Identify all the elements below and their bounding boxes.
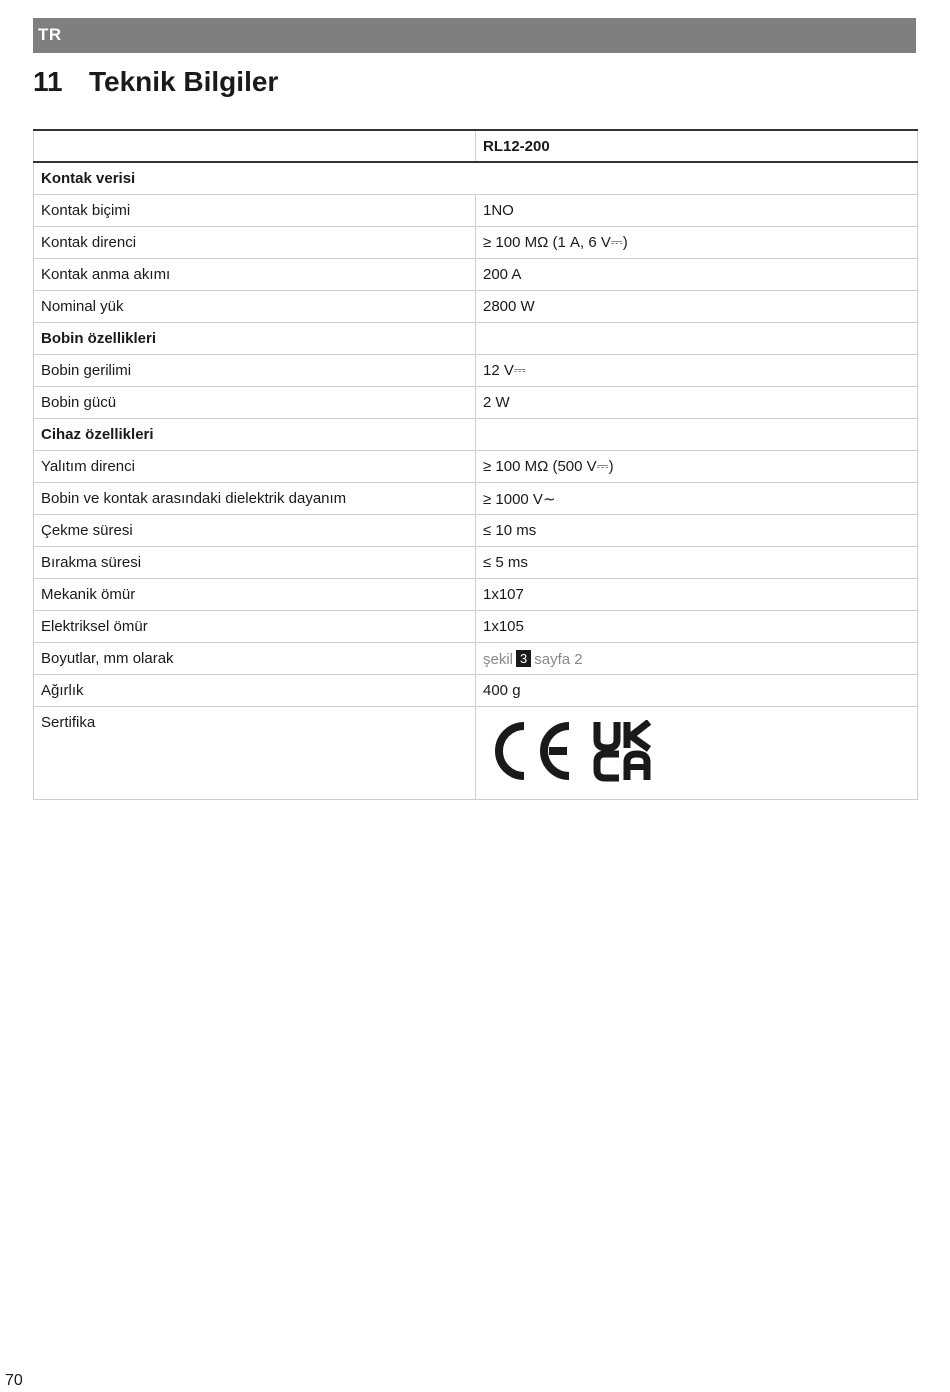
spec-label: Elektriksel ömür — [34, 611, 476, 643]
spec-value: ≥ 1000 V∼ — [476, 483, 918, 515]
language-bar — [33, 18, 916, 53]
spec-value: ≥ 100 MΩ (500 V⎓) — [476, 451, 918, 483]
spec-label: Sertifika — [34, 707, 476, 800]
section-number: 11 — [33, 66, 63, 97]
language-code: TR — [38, 25, 62, 44]
header-empty-cell — [34, 130, 476, 162]
figure-number-badge: 3 — [516, 650, 531, 667]
group-label: Cihaz özellikleri — [34, 419, 476, 451]
figure-reference[interactable] — [476, 643, 918, 675]
spec-value: 1NO — [476, 195, 918, 227]
ref-suffix: sayfa 2 — [534, 650, 583, 668]
table-row — [34, 227, 918, 259]
spec-value: 200 A — [476, 259, 918, 291]
group-value-empty — [476, 323, 918, 355]
table-row — [34, 291, 918, 323]
table-row — [34, 515, 918, 547]
table-row — [34, 162, 918, 195]
section-title: Teknik Bilgiler — [89, 66, 279, 97]
ce-mark-icon — [491, 720, 573, 782]
table-row — [34, 323, 918, 355]
table-row — [34, 387, 918, 419]
section-heading — [33, 66, 278, 98]
spec-label: Mekanik ömür — [34, 579, 476, 611]
page-number: 70 — [5, 1372, 23, 1389]
table-row — [34, 483, 918, 515]
spec-value: ≤ 10 ms — [476, 515, 918, 547]
spec-label: Bobin ve kontak arasındaki dielektrik dayanım — [34, 483, 476, 515]
table-row — [34, 419, 918, 451]
table-row — [34, 259, 918, 291]
specs-table — [33, 129, 918, 800]
spec-value: 400 g — [476, 675, 918, 707]
spec-label: Çekme süresi — [34, 515, 476, 547]
spec-value: 1x105 — [476, 611, 918, 643]
table-row — [34, 707, 918, 800]
ukca-mark-icon — [593, 720, 653, 782]
spec-value: 1x107 — [476, 579, 918, 611]
spec-value: ≥ 100 MΩ (1 A, 6 V⎓) — [476, 227, 918, 259]
spec-value: 2 W — [476, 387, 918, 419]
table-row — [34, 611, 918, 643]
certification-marks — [476, 707, 918, 800]
spec-label: Boyutlar, mm olarak — [34, 643, 476, 675]
model-header: RL12-200 — [476, 130, 918, 162]
table-row — [34, 451, 918, 483]
spec-label: Nominal yük — [34, 291, 476, 323]
table-row — [34, 547, 918, 579]
table-row — [34, 355, 918, 387]
group-label: Kontak verisi — [34, 162, 918, 195]
spec-label: Kontak biçimi — [34, 195, 476, 227]
table-row — [34, 579, 918, 611]
table-header-row — [34, 130, 918, 162]
table-row — [34, 643, 918, 675]
spec-value: 12 V⎓ — [476, 355, 918, 387]
ref-prefix: şekil — [483, 650, 514, 668]
spec-label: Bobin gerilimi — [34, 355, 476, 387]
spec-value: 2800 W — [476, 291, 918, 323]
spec-label: Ağırlık — [34, 675, 476, 707]
group-label: Bobin özellikleri — [34, 323, 476, 355]
spec-label: Bobin gücü — [34, 387, 476, 419]
group-value-empty — [476, 419, 918, 451]
spec-label: Bırakma süresi — [34, 547, 476, 579]
spec-label: Yalıtım direnci — [34, 451, 476, 483]
table-row — [34, 675, 918, 707]
spec-label: Kontak direnci — [34, 227, 476, 259]
spec-value: ≤ 5 ms — [476, 547, 918, 579]
table-row — [34, 195, 918, 227]
spec-label: Kontak anma akımı — [34, 259, 476, 291]
